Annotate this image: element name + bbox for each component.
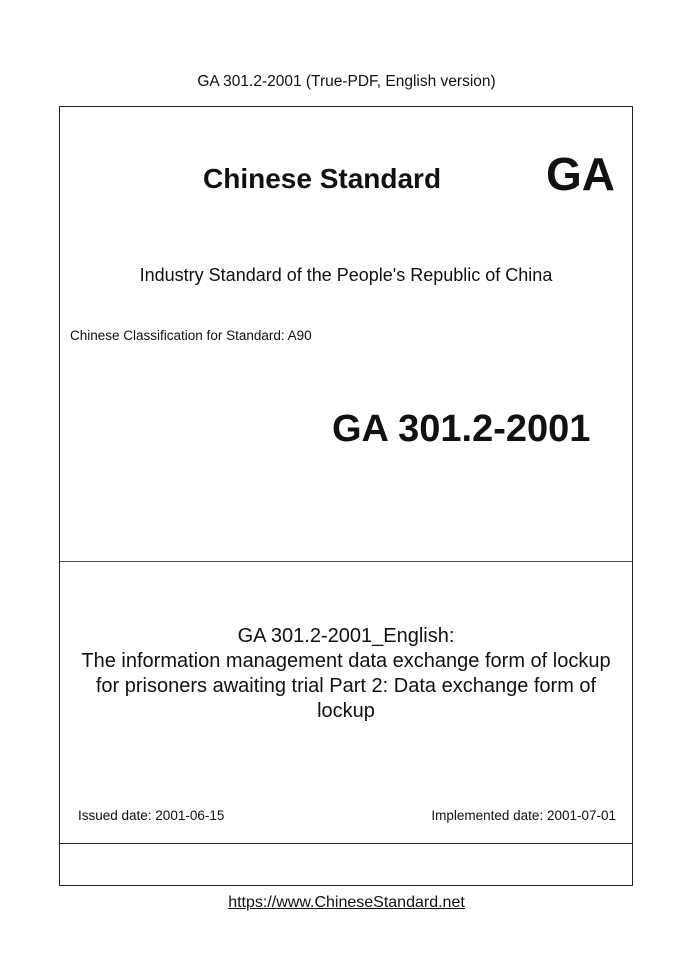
title-line: GA 301.2-2001_English: bbox=[237, 625, 455, 647]
title-line: for prisoners awaiting trial Part 2: Data exchange form of bbox=[95, 675, 597, 697]
footer bbox=[0, 893, 693, 913]
standard-code-badge: GA bbox=[546, 148, 615, 200]
classification-line: Chinese Classification for Standard: A90 bbox=[70, 328, 312, 343]
website-link[interactable]: https://www.ChineseStandard.net bbox=[228, 894, 465, 911]
issued-date: Issued date: 2001-06-15 bbox=[78, 808, 225, 823]
document-title bbox=[60, 624, 632, 724]
industry-standard-line: Industry Standard of the People's Republic of China bbox=[139, 265, 553, 285]
cover-title-section bbox=[60, 562, 632, 844]
document-header: GA 301.2-2001 (True-PDF, English version) bbox=[197, 73, 496, 90]
standard-number: GA 301.2-2001 bbox=[332, 408, 591, 450]
implemented-date: Implemented date: 2001-07-01 bbox=[431, 808, 616, 823]
title-line: The information management data exchange form of lockup bbox=[81, 650, 611, 672]
brand-title: Chinese Standard bbox=[203, 163, 442, 194]
cover-frame bbox=[59, 106, 633, 886]
title-line: lockup bbox=[317, 700, 375, 722]
cover-bottom-strip bbox=[60, 843, 632, 886]
cover-top-section bbox=[60, 107, 632, 562]
